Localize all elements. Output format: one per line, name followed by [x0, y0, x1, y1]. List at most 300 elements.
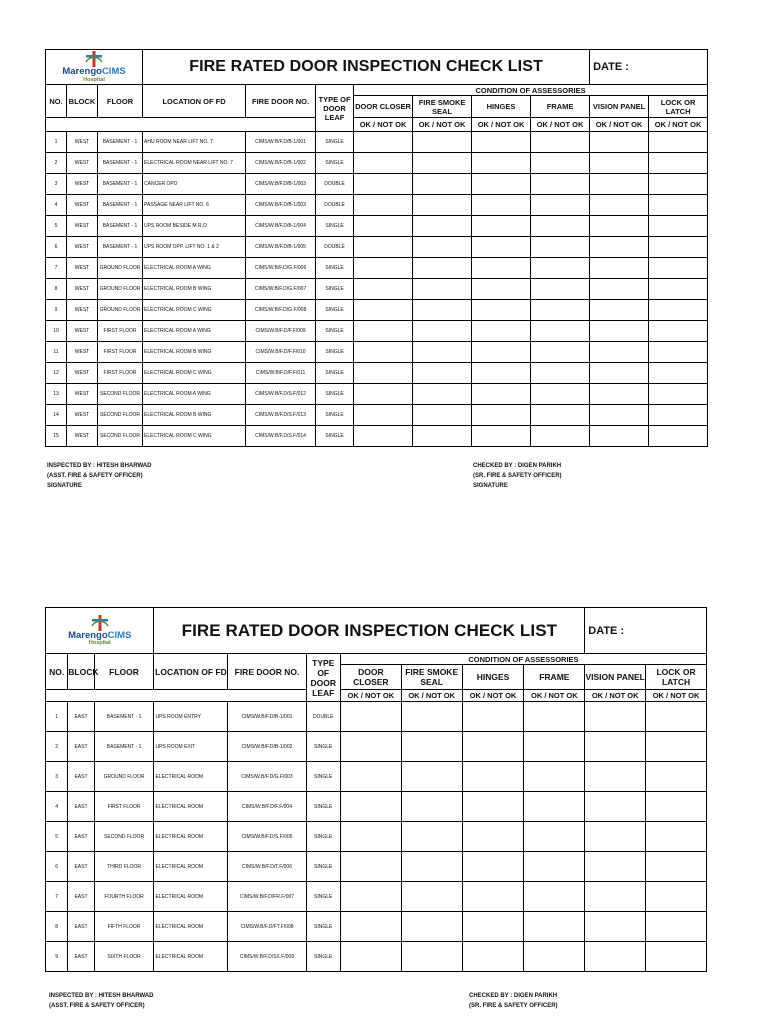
row-block: EAST	[68, 822, 94, 852]
check-vision-panel[interactable]	[585, 912, 646, 942]
check-door-closer[interactable]	[340, 882, 401, 912]
ok-label: OK / NOT OK	[413, 118, 472, 132]
table-row	[46, 342, 708, 363]
row-number: 4	[46, 195, 67, 216]
row-number: 15	[46, 426, 67, 447]
check-vision-panel[interactable]	[590, 195, 649, 216]
check-hinges[interactable]	[472, 132, 531, 153]
check-frame[interactable]	[531, 279, 590, 300]
row-location: ELECTRICAL ROOM	[154, 852, 228, 882]
check-lock-latch[interactable]	[649, 342, 708, 363]
check-frame[interactable]	[531, 195, 590, 216]
row-number: 7	[46, 258, 67, 279]
row-door-number: CIMS/W.B/F.D/FT.F/008	[228, 912, 306, 942]
check-vision-panel[interactable]	[590, 258, 649, 279]
check-hinges[interactable]	[472, 153, 531, 174]
row-block: WEST	[67, 258, 98, 279]
check-door-closer[interactable]	[354, 132, 413, 153]
row-floor: SIXTH FLOOR	[94, 942, 154, 972]
check-door-closer[interactable]	[354, 195, 413, 216]
check-frame[interactable]	[531, 426, 590, 447]
row-door-type: SINGLE	[306, 852, 340, 882]
row-block: EAST	[68, 702, 94, 732]
logo-cell	[46, 50, 143, 85]
row-block: WEST	[67, 405, 98, 426]
row-number: 6	[46, 237, 67, 258]
header-spacer	[46, 690, 307, 702]
check-smoke-seal[interactable]	[413, 258, 472, 279]
check-smoke-seal[interactable]	[401, 792, 462, 822]
table-row	[46, 912, 707, 942]
ok-label: OK / NOT OK	[462, 690, 524, 702]
check-vision-panel[interactable]	[590, 153, 649, 174]
ok-label: OK / NOT OK	[401, 690, 462, 702]
check-lock-latch[interactable]	[646, 822, 707, 852]
row-floor: SECOND FLOOR	[98, 384, 143, 405]
row-door-type: DOUBLE	[316, 174, 354, 195]
col-header-hinges: HINGES	[472, 96, 531, 118]
row-door-number: CIMS/W.B/F.D/SX.F/009	[228, 942, 306, 972]
checklist-table-west	[45, 49, 708, 447]
row-block: WEST	[67, 363, 98, 384]
date-field[interactable]: DATE :	[585, 608, 707, 654]
check-door-closer[interactable]	[354, 384, 413, 405]
check-hinges[interactable]	[472, 363, 531, 384]
check-hinges[interactable]	[472, 195, 531, 216]
row-location: ELECTRICAL ROOM C WING	[143, 426, 246, 447]
check-door-closer[interactable]	[354, 405, 413, 426]
row-door-number: CIMS/W.B/F.D/B-1/004	[246, 216, 316, 237]
ok-label: OK / NOT OK	[340, 690, 401, 702]
row-location: UPS ROOM OPP. LIFT NO. 1 & 2	[143, 237, 246, 258]
row-door-type: DOUBLE	[316, 237, 354, 258]
row-door-type: SINGLE	[306, 762, 340, 792]
row-floor: GROUND FLOOR	[94, 762, 154, 792]
check-smoke-seal[interactable]	[401, 942, 462, 972]
row-block: WEST	[67, 279, 98, 300]
check-hinges[interactable]	[462, 792, 524, 822]
check-lock-latch[interactable]	[649, 174, 708, 195]
check-frame[interactable]	[531, 153, 590, 174]
row-number: 1	[46, 132, 67, 153]
row-floor: BASEMENT - 1	[94, 732, 154, 762]
check-vision-panel[interactable]	[585, 882, 646, 912]
table-body-west	[46, 132, 708, 447]
check-hinges[interactable]	[472, 342, 531, 363]
check-door-closer[interactable]	[340, 702, 401, 732]
ok-label: OK / NOT OK	[531, 118, 590, 132]
hospital-logo	[46, 51, 142, 83]
col-header-type: TYPE OF DOOR LEAF	[306, 654, 340, 702]
check-lock-latch[interactable]	[646, 792, 707, 822]
check-lock-latch[interactable]	[649, 195, 708, 216]
check-lock-latch[interactable]	[649, 300, 708, 321]
row-location: ELECTRICAL ROOM	[154, 822, 228, 852]
footer-checked-west	[473, 461, 562, 491]
check-door-closer[interactable]	[340, 942, 401, 972]
row-floor: FOURTH FLOOR	[94, 882, 154, 912]
table-row	[46, 153, 708, 174]
row-floor: GROUND FLOOR	[98, 258, 143, 279]
check-smoke-seal[interactable]	[401, 762, 462, 792]
row-location: CANCER OPD	[143, 174, 246, 195]
check-door-closer[interactable]	[354, 300, 413, 321]
row-block: EAST	[68, 912, 94, 942]
table-row	[46, 882, 707, 912]
col-header-frame: FRAME	[524, 665, 585, 690]
row-door-type: DOUBLE	[316, 195, 354, 216]
logo-name: MarengoCIMS	[68, 629, 132, 641]
table-row	[46, 384, 708, 405]
check-lock-latch[interactable]	[646, 702, 707, 732]
row-block: EAST	[68, 792, 94, 822]
row-floor: GROUND FLOOR	[98, 300, 143, 321]
row-door-number: CIMS/W.B/F.D/S.F/013	[246, 405, 316, 426]
check-frame[interactable]	[524, 942, 585, 972]
check-hinges[interactable]	[472, 237, 531, 258]
footer-inspected-east	[49, 991, 153, 1011]
row-number: 5	[46, 216, 67, 237]
check-frame[interactable]	[524, 702, 585, 732]
row-number: 7	[46, 882, 68, 912]
row-door-number: CIMS/W.B/F.D/B-1/002	[246, 153, 316, 174]
check-frame[interactable]	[524, 882, 585, 912]
checked-role: (SR. FIRE & SAFETY OFFICER)	[473, 473, 562, 479]
logo-cell	[46, 608, 154, 654]
col-header-hinges: HINGES	[462, 665, 524, 690]
row-door-number: CIMS/W.B/F.D/G.F/006	[246, 258, 316, 279]
row-number: 13	[46, 384, 67, 405]
check-lock-latch[interactable]	[649, 132, 708, 153]
check-hinges[interactable]	[472, 321, 531, 342]
row-door-type: SINGLE	[306, 792, 340, 822]
col-header-block: BLOCK	[67, 85, 98, 118]
row-door-number: CIMS/W.B/F.D/B-1/003	[246, 174, 316, 195]
check-frame[interactable]	[524, 822, 585, 852]
check-lock-latch[interactable]	[649, 279, 708, 300]
row-floor: BASEMENT - 1	[98, 174, 143, 195]
check-vision-panel[interactable]	[585, 762, 646, 792]
row-floor: THIRD FLOOR	[94, 852, 154, 882]
checked-by: CHECKED BY : DIGEN PARIKH	[469, 993, 558, 999]
check-smoke-seal[interactable]	[401, 882, 462, 912]
row-number: 10	[46, 321, 67, 342]
check-vision-panel[interactable]	[590, 237, 649, 258]
check-frame[interactable]	[524, 912, 585, 942]
col-header-location: LOCATION OF FD	[154, 654, 228, 690]
inspected-role: (ASST. FIRE & SAFETY OFFICER)	[49, 1003, 145, 1009]
col-header-door-closer: DOOR CLOSER	[340, 665, 401, 690]
check-vision-panel[interactable]	[590, 279, 649, 300]
table-row	[46, 822, 707, 852]
check-vision-panel[interactable]	[590, 174, 649, 195]
row-number: 14	[46, 405, 67, 426]
check-frame[interactable]	[531, 321, 590, 342]
check-vision-panel[interactable]	[585, 942, 646, 972]
check-hinges[interactable]	[472, 216, 531, 237]
check-lock-latch[interactable]	[646, 882, 707, 912]
table-row	[46, 321, 708, 342]
check-door-closer[interactable]	[340, 762, 401, 792]
check-door-closer[interactable]	[354, 321, 413, 342]
check-lock-latch[interactable]	[649, 384, 708, 405]
row-door-number: CIMS/W.B/F.D/B-1/002	[228, 732, 306, 762]
row-number: 5	[46, 822, 68, 852]
logo-subtitle: Hospital	[83, 76, 105, 83]
row-door-type: SINGLE	[306, 822, 340, 852]
row-location: ELECTRICAL ROOM	[154, 792, 228, 822]
check-smoke-seal[interactable]	[413, 195, 472, 216]
table-row	[46, 702, 707, 732]
ok-label: OK / NOT OK	[472, 118, 531, 132]
row-door-number: CIMS/W.B/F.D/B-1/001	[228, 702, 306, 732]
table-row	[46, 300, 708, 321]
check-frame[interactable]	[531, 363, 590, 384]
check-smoke-seal[interactable]	[413, 405, 472, 426]
row-door-type: SINGLE	[316, 384, 354, 405]
row-block: EAST	[68, 732, 94, 762]
check-lock-latch[interactable]	[649, 237, 708, 258]
row-door-number: CIMS/W.B/F.D/S.F/014	[246, 426, 316, 447]
check-door-closer[interactable]	[340, 732, 401, 762]
col-header-no: NO.	[46, 85, 67, 118]
col-header-vision-panel: VISION PANEL	[585, 665, 646, 690]
check-door-closer[interactable]	[354, 426, 413, 447]
row-location: UPS ROOM EXIT	[154, 732, 228, 762]
check-vision-panel[interactable]	[585, 792, 646, 822]
table-row	[46, 216, 708, 237]
row-door-type: SINGLE	[306, 732, 340, 762]
row-location: ELECTRICAL ROOM	[154, 912, 228, 942]
row-door-number: CIMS/W.B/F.D/F.F/010	[246, 342, 316, 363]
row-door-number: CIMS/W.B/F.D/B-1/001	[246, 132, 316, 153]
row-floor: GROUND FLOOR	[98, 279, 143, 300]
check-frame[interactable]	[524, 762, 585, 792]
check-door-closer[interactable]	[354, 258, 413, 279]
check-lock-latch[interactable]	[646, 762, 707, 792]
check-hinges[interactable]	[462, 942, 524, 972]
check-door-closer[interactable]	[354, 279, 413, 300]
check-door-closer[interactable]	[340, 852, 401, 882]
check-hinges[interactable]	[462, 852, 524, 882]
row-number: 3	[46, 174, 67, 195]
row-block: WEST	[67, 216, 98, 237]
check-frame[interactable]	[531, 342, 590, 363]
check-smoke-seal[interactable]	[413, 279, 472, 300]
check-door-closer[interactable]	[354, 174, 413, 195]
check-vision-panel[interactable]	[585, 852, 646, 882]
ok-label: OK / NOT OK	[524, 690, 585, 702]
check-hinges[interactable]	[472, 174, 531, 195]
logo-cross-icon	[82, 51, 106, 67]
row-block: WEST	[67, 342, 98, 363]
check-smoke-seal[interactable]	[401, 732, 462, 762]
check-frame[interactable]	[531, 300, 590, 321]
row-block: WEST	[67, 153, 98, 174]
check-smoke-seal[interactable]	[413, 384, 472, 405]
check-frame[interactable]	[531, 132, 590, 153]
check-frame[interactable]	[524, 792, 585, 822]
check-vision-panel[interactable]	[585, 732, 646, 762]
check-vision-panel[interactable]	[590, 342, 649, 363]
check-frame[interactable]	[531, 384, 590, 405]
row-floor: SECOND FLOOR	[98, 426, 143, 447]
row-number: 8	[46, 912, 68, 942]
checked-by: CHECKED BY : DIGEN PARIKH	[473, 463, 562, 469]
check-frame[interactable]	[524, 852, 585, 882]
check-lock-latch[interactable]	[649, 405, 708, 426]
row-door-number: CIMS/W.B/F.D/FR.F/007	[228, 882, 306, 912]
row-location: ELECTRICAL ROOM	[154, 762, 228, 792]
ok-label: OK / NOT OK	[590, 118, 649, 132]
table-row	[46, 279, 708, 300]
check-frame[interactable]	[531, 258, 590, 279]
check-hinges[interactable]	[462, 822, 524, 852]
check-hinges[interactable]	[472, 279, 531, 300]
check-hinges[interactable]	[472, 405, 531, 426]
check-hinges[interactable]	[472, 384, 531, 405]
check-vision-panel[interactable]	[590, 405, 649, 426]
check-lock-latch[interactable]	[649, 363, 708, 384]
row-number: 2	[46, 732, 68, 762]
table-row	[46, 852, 707, 882]
row-floor: BASEMENT - 1	[98, 153, 143, 174]
ok-label: OK / NOT OK	[646, 690, 707, 702]
check-door-closer[interactable]	[354, 216, 413, 237]
check-lock-latch[interactable]	[646, 912, 707, 942]
check-smoke-seal[interactable]	[401, 852, 462, 882]
row-door-number: CIMS/W.B/F.D/G.F/003	[228, 762, 306, 792]
page-title: FIRE RATED DOOR INSPECTION CHECK LIST	[143, 50, 590, 85]
col-header-smoke-seal: FIRE SMOKE SEAL	[413, 96, 472, 118]
row-door-type: SINGLE	[316, 279, 354, 300]
check-vision-panel[interactable]	[590, 426, 649, 447]
sheet-east	[45, 607, 707, 972]
check-smoke-seal[interactable]	[413, 426, 472, 447]
check-hinges[interactable]	[462, 732, 524, 762]
check-smoke-seal[interactable]	[413, 216, 472, 237]
row-door-number: CIMS/W.B/F.D/F.F/004	[228, 792, 306, 822]
check-vision-panel[interactable]	[590, 300, 649, 321]
check-smoke-seal[interactable]	[413, 342, 472, 363]
row-door-type: SINGLE	[316, 216, 354, 237]
check-door-closer[interactable]	[354, 342, 413, 363]
row-door-type: SINGLE	[316, 153, 354, 174]
check-vision-panel[interactable]	[590, 384, 649, 405]
row-floor: BASEMENT - 1	[98, 237, 143, 258]
check-door-closer[interactable]	[340, 912, 401, 942]
table-row	[46, 762, 707, 792]
check-vision-panel[interactable]	[590, 132, 649, 153]
check-frame[interactable]	[531, 174, 590, 195]
check-vision-panel[interactable]	[590, 216, 649, 237]
row-location: ELECTRICAL ROOM B WING	[143, 279, 246, 300]
check-frame[interactable]	[531, 405, 590, 426]
row-door-type: SINGLE	[316, 405, 354, 426]
check-hinges[interactable]	[472, 300, 531, 321]
check-vision-panel[interactable]	[590, 321, 649, 342]
table-body-east	[46, 702, 707, 972]
check-door-closer[interactable]	[340, 792, 401, 822]
check-smoke-seal[interactable]	[413, 300, 472, 321]
row-door-type: SINGLE	[316, 300, 354, 321]
check-lock-latch[interactable]	[649, 153, 708, 174]
check-lock-latch[interactable]	[649, 321, 708, 342]
table-row	[46, 195, 708, 216]
check-hinges[interactable]	[462, 882, 524, 912]
check-lock-latch[interactable]	[646, 852, 707, 882]
check-vision-panel[interactable]	[585, 822, 646, 852]
check-frame[interactable]	[524, 732, 585, 762]
logo-name: MarengoCIMS	[62, 66, 126, 77]
row-location: PASSAGE NEAR LIFT NO. 6	[143, 195, 246, 216]
check-smoke-seal[interactable]	[413, 363, 472, 384]
check-smoke-seal[interactable]	[401, 702, 462, 732]
row-door-type: DOUBLE	[306, 702, 340, 732]
row-block: WEST	[67, 300, 98, 321]
check-smoke-seal[interactable]	[413, 237, 472, 258]
check-frame[interactable]	[531, 216, 590, 237]
check-lock-latch[interactable]	[649, 258, 708, 279]
check-smoke-seal[interactable]	[413, 153, 472, 174]
ok-label: OK / NOT OK	[354, 118, 413, 132]
row-floor: FIRST FLOOR	[98, 342, 143, 363]
check-smoke-seal[interactable]	[401, 912, 462, 942]
check-lock-latch[interactable]	[646, 732, 707, 762]
row-door-type: SINGLE	[316, 342, 354, 363]
check-vision-panel[interactable]	[590, 363, 649, 384]
col-header-door-no: FIRE DOOR NO.	[228, 654, 306, 690]
row-number: 6	[46, 852, 68, 882]
row-door-type: SINGLE	[316, 258, 354, 279]
check-lock-latch[interactable]	[649, 426, 708, 447]
check-smoke-seal[interactable]	[413, 132, 472, 153]
inspected-role: (ASST. FIRE & SAFETY OFFICER)	[47, 473, 143, 479]
row-number: 9	[46, 300, 67, 321]
check-hinges[interactable]	[462, 702, 524, 732]
ok-label: OK / NOT OK	[585, 690, 646, 702]
check-smoke-seal[interactable]	[413, 321, 472, 342]
col-header-no: NO.	[46, 654, 68, 690]
check-lock-latch[interactable]	[646, 942, 707, 972]
check-hinges[interactable]	[462, 762, 524, 792]
row-floor: SECOND FLOOR	[94, 822, 154, 852]
col-header-location: LOCATION OF FD	[143, 85, 246, 118]
check-smoke-seal[interactable]	[401, 822, 462, 852]
row-number: 1	[46, 702, 68, 732]
col-header-lock-latch: LOCK OR LATCH	[646, 665, 707, 690]
check-hinges[interactable]	[462, 912, 524, 942]
check-hinges[interactable]	[472, 426, 531, 447]
check-door-closer[interactable]	[340, 822, 401, 852]
col-header-lock-latch: LOCK OR LATCH	[649, 96, 708, 118]
check-vision-panel[interactable]	[585, 702, 646, 732]
logo-cross-icon	[88, 615, 112, 631]
check-frame[interactable]	[531, 237, 590, 258]
check-lock-latch[interactable]	[649, 216, 708, 237]
date-field[interactable]: DATE :	[590, 50, 708, 85]
row-location: ELECTRICAL ROOM	[154, 882, 228, 912]
check-smoke-seal[interactable]	[413, 174, 472, 195]
row-door-number: CIMS/W.B/F.D/B-1/003	[246, 195, 316, 216]
check-door-closer[interactable]	[354, 237, 413, 258]
check-door-closer[interactable]	[354, 363, 413, 384]
check-door-closer[interactable]	[354, 153, 413, 174]
table-row	[46, 258, 708, 279]
check-hinges[interactable]	[472, 258, 531, 279]
row-floor: BASEMENT - 1	[94, 702, 154, 732]
header-spacer	[46, 118, 316, 132]
